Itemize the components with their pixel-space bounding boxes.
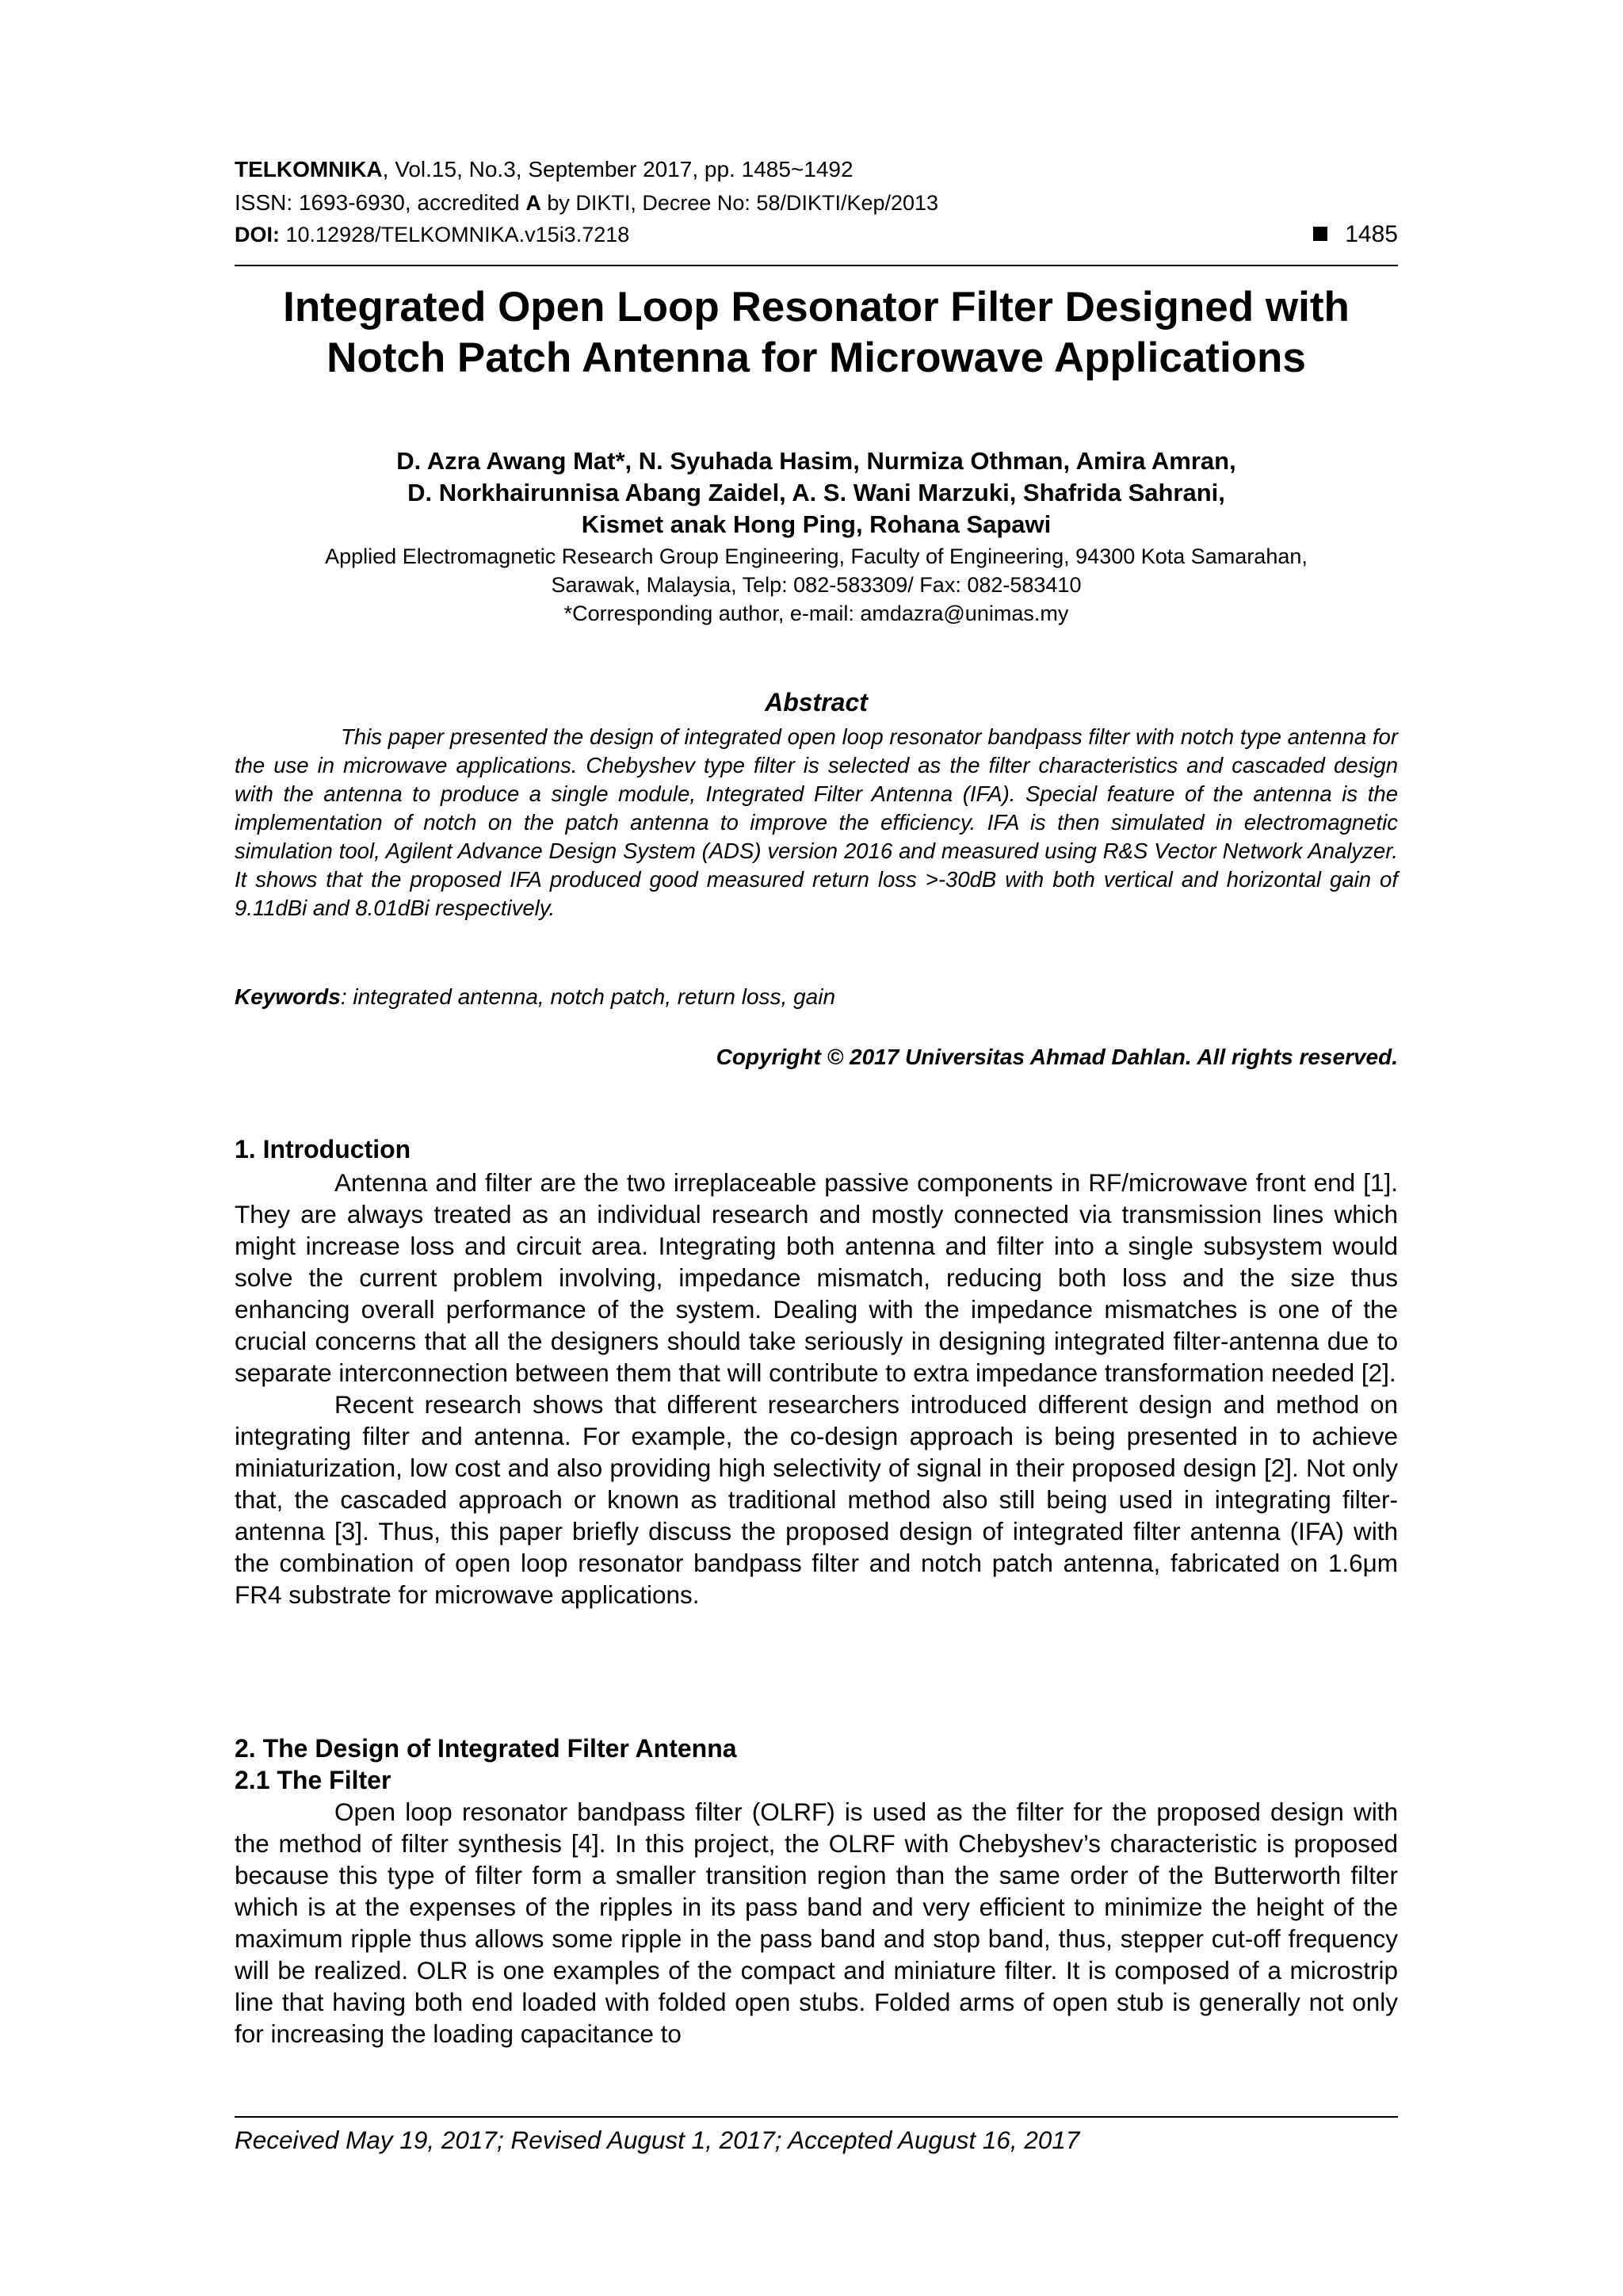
authors-line-1: D. Azra Awang Mat*, N. Syuhada Hasim, Nurmiza Othman, Amira Amran, xyxy=(396,447,1236,475)
keywords xyxy=(235,983,1398,1011)
volume-info: , Vol.15, No.3, September 2017, pp. 1485~1492 xyxy=(382,157,854,181)
doi-label: DOI: xyxy=(235,223,280,246)
journal-citation-line xyxy=(235,155,854,184)
corresponding-author: *Corresponding author, e-mail: amdazra@unimas.my xyxy=(563,602,1069,625)
paragraph: Open loop resonator bandpass filter (OLRF) is used as the filter for the proposed design with the method of filter synthesis [4]. In this project, the OLRF with Chebyshev’s characteristic is proposed because this type of filter form a smaller transition region than the same order of the Butterworth filter which is at the expenses of the ripples in its pass band and very efficient to minimize the height of the maximum ripple thus allows some ripple in the pass band and stop band, thus, stepper cut-off frequency will be realized. OLR is one examples of the compact and miniature filter. It is composed of a microstrip line that having both end loaded with folded open stubs. Folded arms of open stub is generally not only for increasing the loading capacitance to xyxy=(235,1797,1398,2048)
page-number-block xyxy=(1313,220,1398,249)
title-line-2: Notch Patch Antenna for Microwave Applications xyxy=(327,334,1306,381)
title-line-1: Integrated Open Loop Resonator Filter Designed with xyxy=(283,284,1350,330)
received-dates: Received May 19, 2017; Revised August 1, 2017; Accepted August 16, 2017 xyxy=(235,2126,1080,2154)
affiliation xyxy=(198,542,1434,628)
footer-rule xyxy=(235,2116,1398,2118)
section-heading-design: 2. The Design of Integrated Filter Antenna xyxy=(235,1734,737,1763)
filter-body xyxy=(235,1796,1398,2050)
subsection-heading-filter: 2.1 The Filter xyxy=(235,1766,391,1794)
keywords-label: Keywords xyxy=(235,984,341,1009)
accreditation-grade: A xyxy=(525,191,541,215)
journal-name: TELKOMNIKA xyxy=(235,157,383,181)
paragraph: Recent research shows that different researchers introduced different design and method on integrating filter and antenna. For example, the co-design approach is being presented in to achieve miniaturization, low cost and also providing high selectivity of signal in their proposed design [2]. Not only that, the cascaded approach or known as traditional method also still being used in integrating filter-antenna [3]. Thus, this paper briefly discuss the proposed design of integrated filter antenna (IFA) with the combination of open loop resonator bandpass filter and notch patch antenna, fabricated on 1.6μm FR4 substrate for microwave applications. xyxy=(235,1390,1398,1609)
doi-value: 10.12928/TELKOMNIKA.v15i3.7218 xyxy=(280,223,630,246)
doi-line xyxy=(235,220,1398,249)
authors-line-2: D. Norkhairunnisa Abang Zaidel, A. S. Wani Marzuki, Shafrida Sahrani, xyxy=(407,479,1225,506)
keywords-text: : integrated antenna, notch patch, return loss, gain xyxy=(340,984,836,1009)
affiliation-line-1: Applied Electromagnetic Research Group Engineering, Faculty of Engineering, 94300 Kota Samarahan, xyxy=(325,544,1308,568)
author-list xyxy=(198,445,1434,541)
authors-line-3: Kismet anak Hong Ping, Rohana Sapawi xyxy=(581,510,1052,538)
accreditation-info: by DIKTI, Decree No: 58/DIKTI/Kep/2013 xyxy=(540,191,939,215)
header-rule xyxy=(235,265,1398,266)
issn: ISSN: 1693-6930, accredited xyxy=(235,190,526,215)
paper-title xyxy=(198,282,1434,384)
abstract-text: This paper presented the design of integrated open loop resonator bandpass filter with notch type antenna for the use in microwave applications. Chebyshev type filter is selected as the filter characteristics and cascaded design with the antenna to produce a single module, Integrated Filter Antenna (IFA). Special feature of the antenna is the implementation of notch on the patch antenna to improve the efficiency. IFA is then simulated in electromagnetic simulation tool, Agilent Advance Design System (ADS) version 2016 and measured using R&S Vector Network Analyzer. It shows that the proposed IFA produced good measured return loss >-30dB with both vertical and horizontal gain of 9.11dBi and 8.01dBi respectively. xyxy=(235,724,1398,920)
introduction-body xyxy=(235,1167,1398,1610)
issn-line xyxy=(235,189,938,217)
square-bullet-icon xyxy=(1313,227,1327,241)
paragraph: Antenna and filter are the two irreplaceable passive components in RF/microwave front end [1]. They are always treated as an individual research and mostly connected via transmission lines which might increase loss and circuit area. Integrating both antenna and filter into a single subsystem would solve the current problem involving, impedance mismatch, reducing both loss and the size thus enhancing overall performance of the system. Dealing with the impedance mismatches is one of the crucial concerns that all the designers should take seriously in designing integrated filter-antenna due to separate interconnection between them that will contribute to extra impedance transformation needed [2]. xyxy=(235,1168,1398,1387)
page-number: 1485 xyxy=(1345,221,1398,247)
abstract-heading: Abstract xyxy=(765,688,868,716)
affiliation-line-2: Sarawak, Malaysia, Telp: 082-583309/ Fax: 082-583410 xyxy=(551,573,1082,597)
section-heading-introduction: 1. Introduction xyxy=(235,1135,411,1163)
copyright-notice: Copyright © 2017 Universitas Ahmad Dahlan. All rights reserved. xyxy=(716,1045,1398,1069)
